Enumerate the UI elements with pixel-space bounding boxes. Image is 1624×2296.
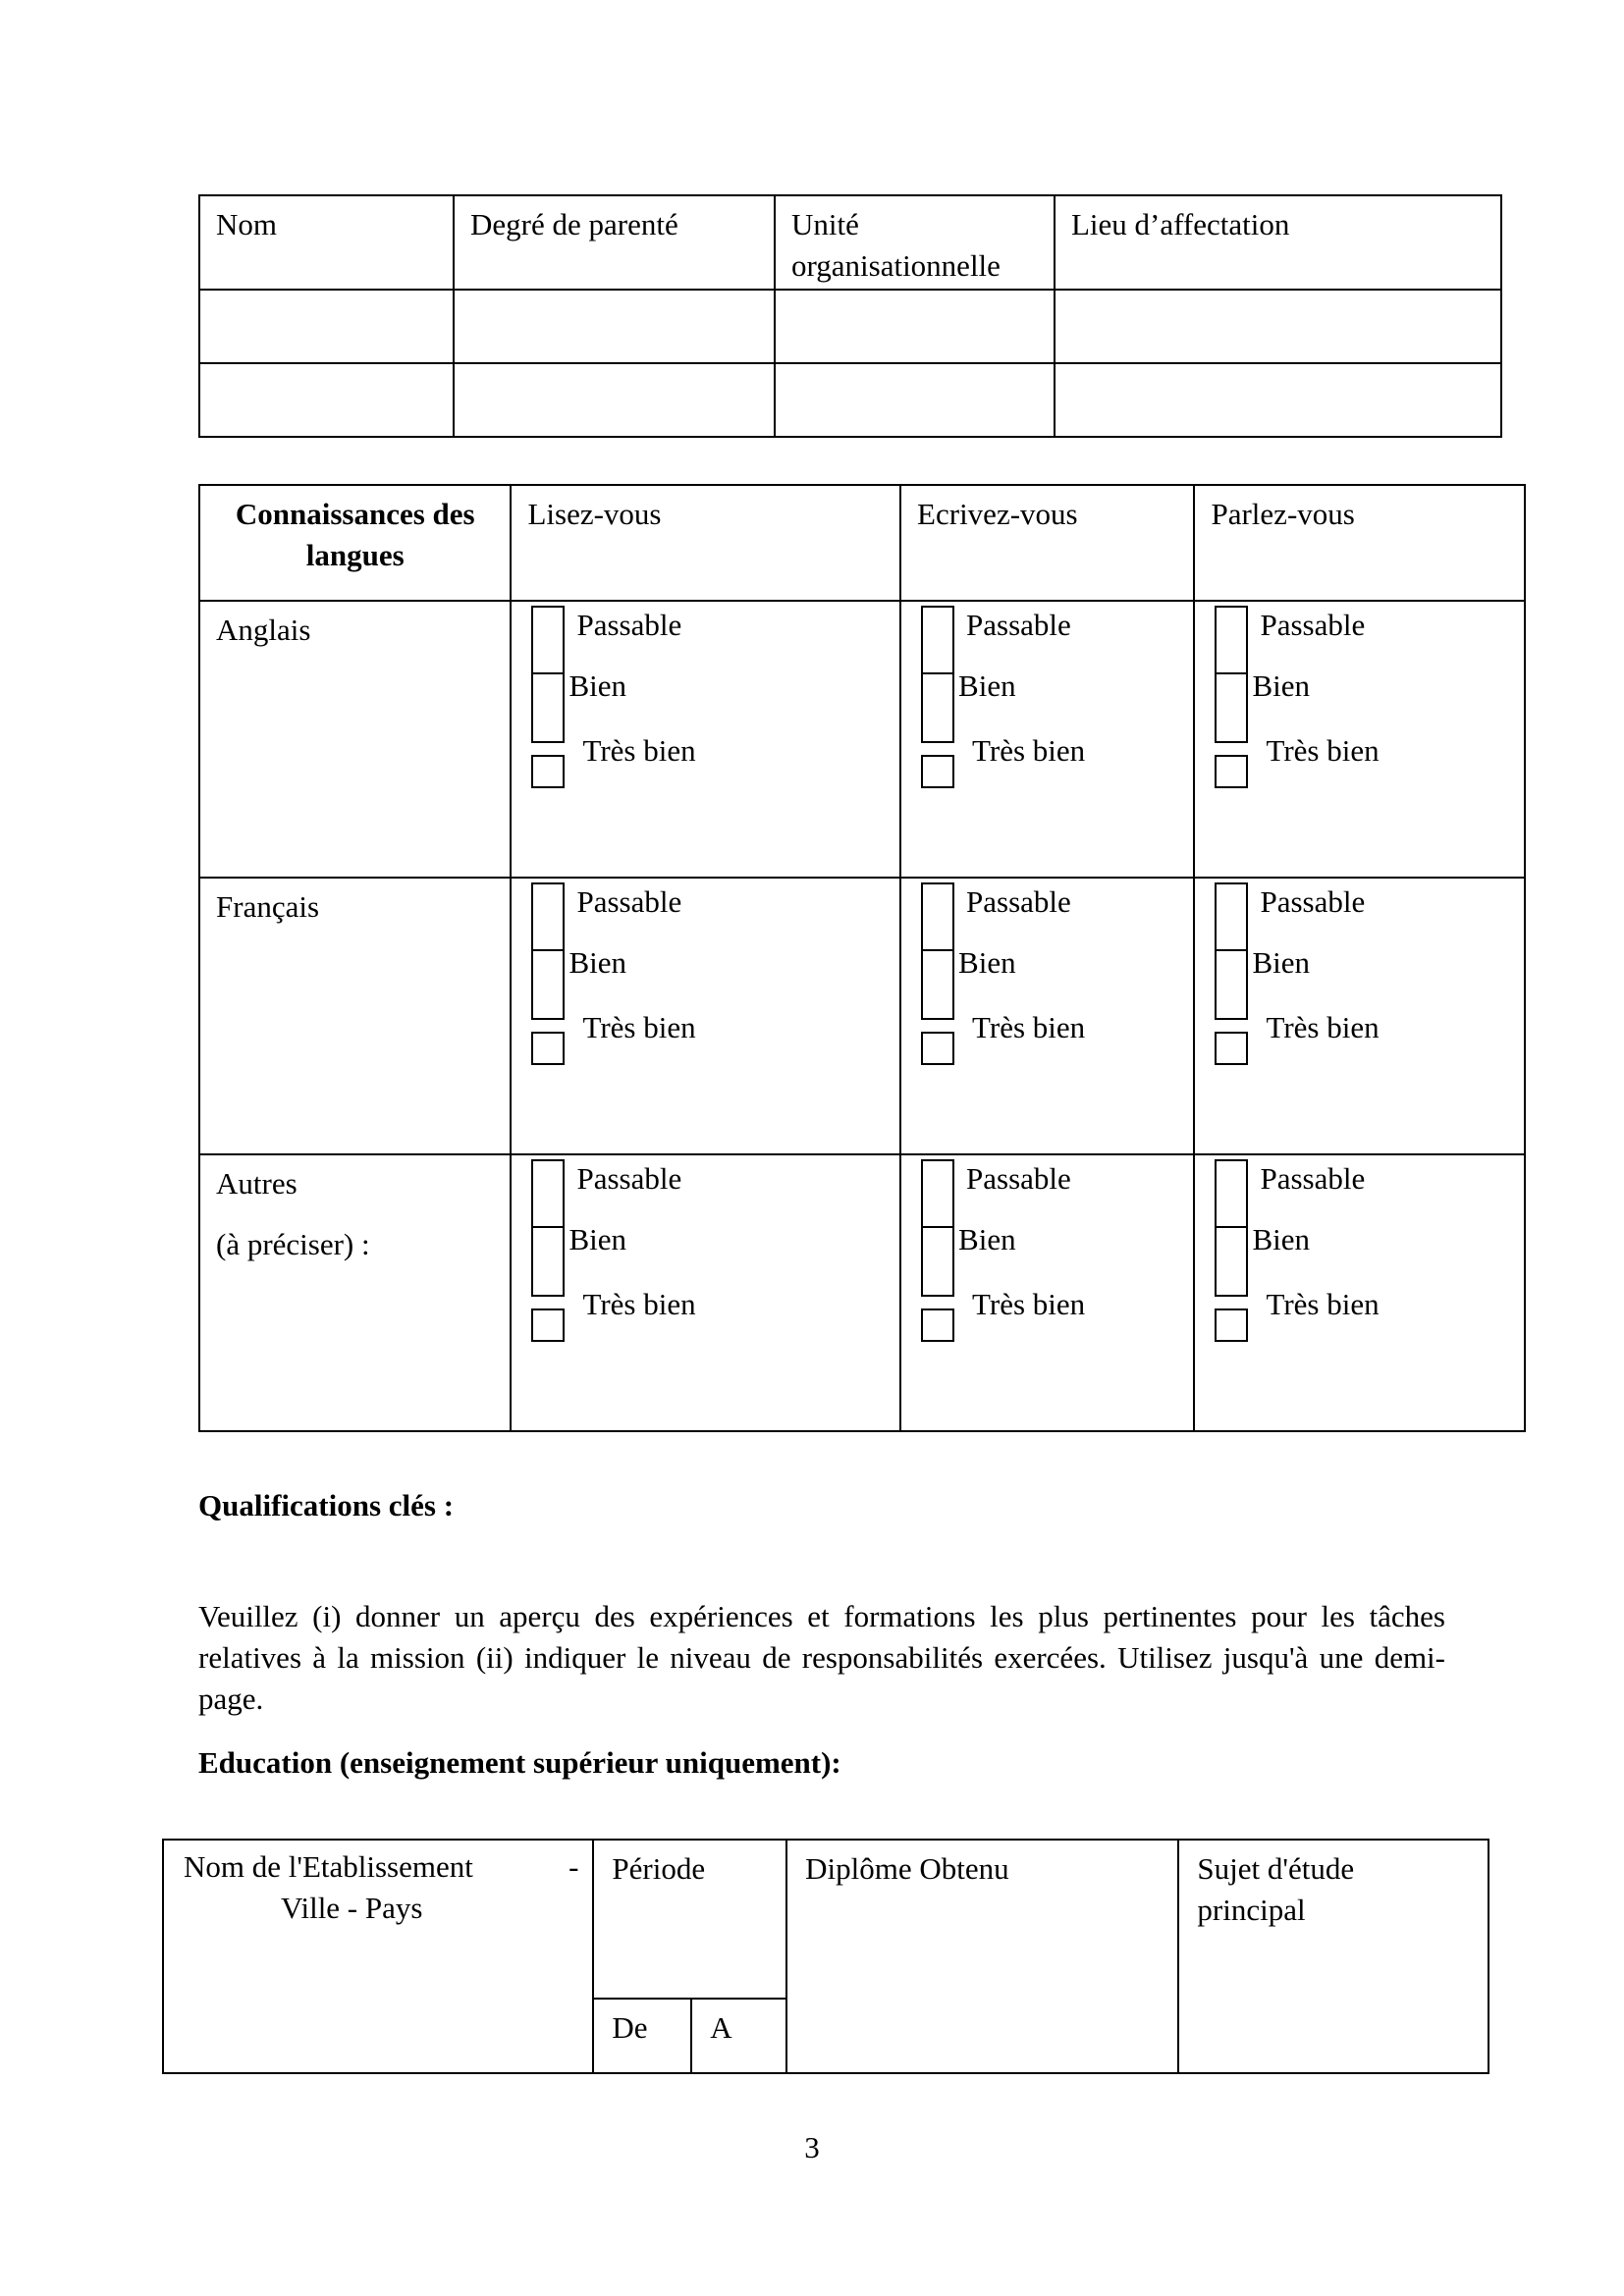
option-label-tres-bien: Très bien — [582, 733, 696, 768]
header-nom: Nom — [199, 195, 454, 290]
checkbox-tres-bien[interactable] — [1215, 1032, 1248, 1065]
option-label-bien: Bien — [568, 668, 627, 703]
option-group-parlez — [1194, 878, 1525, 1154]
option-label-tres-bien: Très bien — [972, 1010, 1086, 1044]
option-label-passable: Passable — [576, 884, 682, 919]
language-row-francais — [199, 878, 1525, 1154]
header-ecrivez-vous: Ecrivez-vous — [900, 485, 1194, 601]
checkbox-tres-bien[interactable] — [1215, 755, 1248, 788]
language-skills-table — [198, 484, 1526, 1432]
header-periode: Période — [593, 1840, 786, 1999]
option-label-bien: Bien — [958, 668, 1016, 703]
checkbox-bien[interactable] — [1215, 1226, 1248, 1297]
header-lisez-vous: Lisez-vous — [511, 485, 900, 601]
checkbox-tres-bien[interactable] — [531, 755, 565, 788]
checkbox-bien[interactable] — [531, 1226, 565, 1297]
checkbox-bien[interactable] — [1215, 949, 1248, 1020]
checkbox-tres-bien[interactable] — [1215, 1308, 1248, 1342]
option-group-ecrivez — [900, 1154, 1194, 1431]
header-degre-parente: Degré de parenté — [454, 195, 775, 290]
option-label-bien: Bien — [958, 1222, 1016, 1256]
table-cell[interactable] — [1055, 290, 1501, 363]
option-group-lisez — [511, 1154, 900, 1431]
language-name-cell — [199, 1154, 511, 1431]
header-etablissement — [163, 1840, 593, 2073]
header-etablissement-line1: Nom de l'Etablissement — [184, 1849, 473, 1884]
qualifications-instructions: Veuillez (i) donner un aperçu des expériences et formations les plus pertinentes pour les tâches relatives à la mission (ii) indiquer le niveau de responsabilités exercées. Utilisez jusqu'à une demi-page. — [198, 1599, 1445, 1716]
header-etablissement-dash: - — [568, 1849, 579, 1884]
option-label-tres-bien: Très bien — [1266, 733, 1380, 768]
language-note — [200, 928, 510, 935]
qualifications-title: Qualifications clés : — [198, 1488, 455, 1522]
option-label-passable: Passable — [966, 608, 1071, 642]
option-label-tres-bien: Très bien — [972, 1287, 1086, 1321]
checkbox-tres-bien[interactable] — [531, 1032, 565, 1065]
header-etablissement-line2: Ville - Pays — [280, 1891, 423, 1925]
option-label-bien: Bien — [1252, 668, 1311, 703]
checkbox-bien[interactable] — [921, 1226, 954, 1297]
checkbox-bien[interactable] — [531, 672, 565, 743]
header-lieu-affectation: Lieu d’affectation — [1055, 195, 1501, 290]
language-name: Autres — [216, 1166, 298, 1201]
option-label-bien: Bien — [1252, 1222, 1311, 1256]
option-group-lisez — [511, 601, 900, 878]
table-row — [199, 363, 1501, 437]
checkbox-passable[interactable] — [1215, 606, 1248, 678]
option-label-tres-bien: Très bien — [1266, 1287, 1380, 1321]
page-number: 3 — [804, 2130, 820, 2164]
checkbox-bien[interactable] — [531, 949, 565, 1020]
header-sujet: Sujet d'étude principal — [1178, 1840, 1489, 2073]
checkbox-passable[interactable] — [531, 882, 565, 955]
language-name-cell — [199, 601, 511, 878]
option-label-passable: Passable — [966, 1161, 1071, 1196]
language-note: (à préciser) : — [216, 1227, 370, 1261]
language-name: Anglais — [216, 613, 311, 647]
table-cell[interactable] — [775, 290, 1055, 363]
language-row-autres — [199, 1154, 1525, 1431]
option-group-ecrivez — [900, 878, 1194, 1154]
checkbox-passable[interactable] — [921, 606, 954, 678]
option-group-parlez — [1194, 601, 1525, 878]
header-parlez-vous: Parlez-vous — [1194, 485, 1525, 601]
family-members-table — [198, 194, 1502, 438]
education-title: Education (enseignement supérieur uniquement): — [198, 1745, 841, 1780]
checkbox-bien[interactable] — [921, 949, 954, 1020]
option-label-passable: Passable — [1260, 884, 1366, 919]
language-row-anglais — [199, 601, 1525, 878]
checkbox-passable[interactable] — [921, 1159, 954, 1232]
option-group-lisez — [511, 878, 900, 1154]
header-connaissances-langues: Connaissances des langues — [199, 485, 511, 601]
option-label-tres-bien: Très bien — [972, 733, 1086, 768]
checkbox-bien[interactable] — [1215, 672, 1248, 743]
option-label-bien: Bien — [568, 1222, 627, 1256]
header-a: A — [691, 1999, 786, 2073]
language-name: Français — [216, 889, 320, 924]
option-label-passable: Passable — [576, 608, 682, 642]
option-label-bien: Bien — [958, 945, 1016, 980]
checkbox-passable[interactable] — [531, 1159, 565, 1232]
checkbox-passable[interactable] — [1215, 882, 1248, 955]
checkbox-tres-bien[interactable] — [921, 755, 954, 788]
option-group-parlez — [1194, 1154, 1525, 1431]
option-label-bien: Bien — [568, 945, 627, 980]
checkbox-passable[interactable] — [1215, 1159, 1248, 1232]
checkbox-tres-bien[interactable] — [531, 1308, 565, 1342]
table-cell[interactable] — [1055, 363, 1501, 437]
table-cell[interactable] — [199, 363, 454, 437]
option-label-tres-bien: Très bien — [1266, 1010, 1380, 1044]
checkbox-passable[interactable] — [921, 882, 954, 955]
header-unite-organisationnelle: Unité organisationnelle — [775, 195, 1055, 290]
header-de: De — [593, 1999, 691, 2073]
checkbox-bien[interactable] — [921, 672, 954, 743]
header-diplome: Diplôme Obtenu — [786, 1840, 1178, 2073]
table-cell[interactable] — [454, 363, 775, 437]
table-cell[interactable] — [454, 290, 775, 363]
option-label-tres-bien: Très bien — [582, 1287, 696, 1321]
table-cell[interactable] — [199, 290, 454, 363]
table-cell[interactable] — [775, 363, 1055, 437]
checkbox-tres-bien[interactable] — [921, 1308, 954, 1342]
option-label-passable: Passable — [1260, 1161, 1366, 1196]
education-table — [162, 1839, 1489, 2074]
option-label-passable: Passable — [966, 884, 1071, 919]
checkbox-passable[interactable] — [531, 606, 565, 678]
language-name-cell — [199, 878, 511, 1154]
option-label-passable: Passable — [576, 1161, 682, 1196]
checkbox-tres-bien[interactable] — [921, 1032, 954, 1065]
table-row — [199, 290, 1501, 363]
language-note — [200, 651, 510, 659]
option-label-bien: Bien — [1252, 945, 1311, 980]
option-label-tres-bien: Très bien — [582, 1010, 696, 1044]
option-label-passable: Passable — [1260, 608, 1366, 642]
option-group-ecrivez — [900, 601, 1194, 878]
